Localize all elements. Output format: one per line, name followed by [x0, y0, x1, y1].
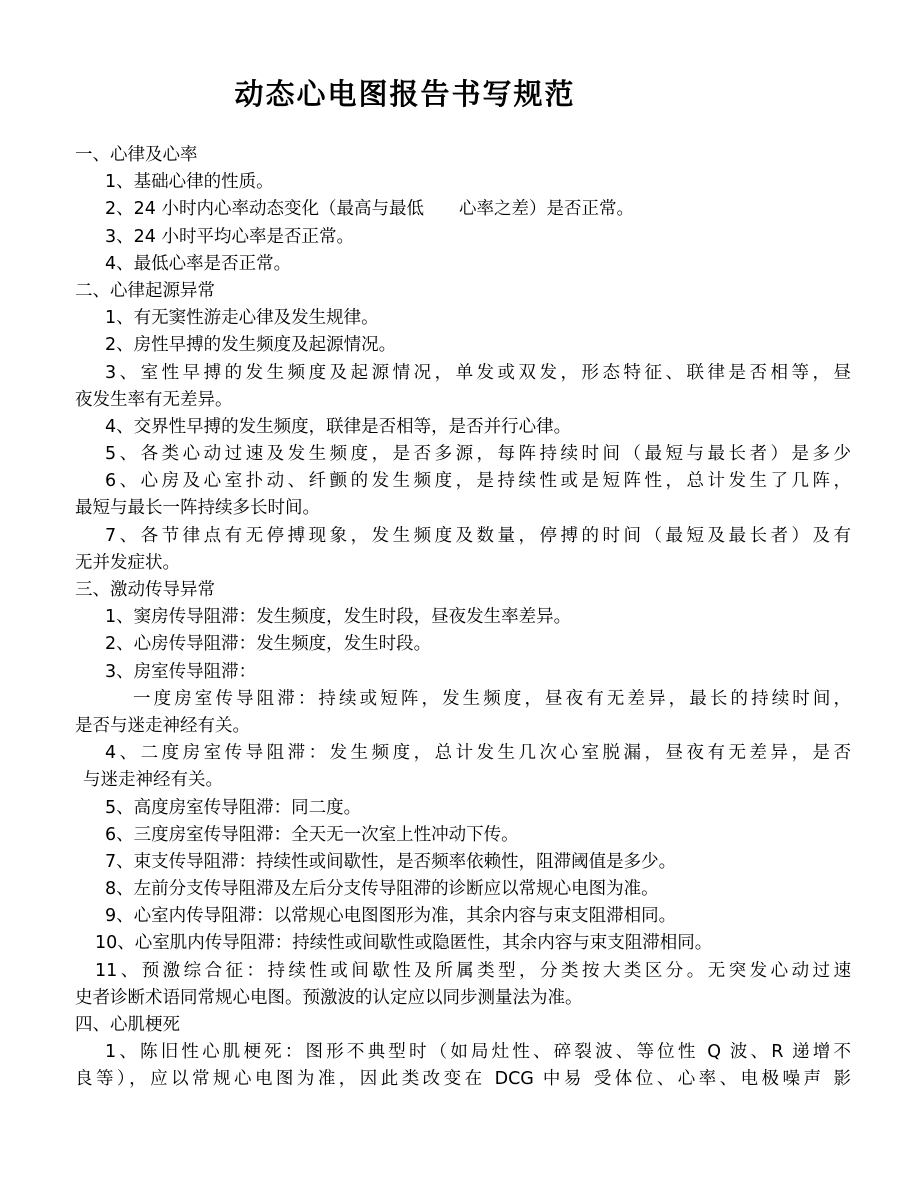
list-item-continuation: 无并发症状。	[75, 552, 180, 573]
section-heading: 二、心律起源异常	[75, 280, 215, 301]
list-item-continuation: 是否与迷走神经有关。	[75, 715, 250, 736]
list-item: 1、窦房传导阻滞：发生频度，发生时段，昼夜发生率差异。	[105, 607, 572, 628]
list-item-continuation: 史者诊断术语同常规心电图。预激波的认定应以同步测量法为准。	[75, 987, 583, 1008]
section-heading: 四、心肌梗死	[75, 1015, 180, 1035]
list-item: 4、二度房室传导阻滞：发生频度，总计发生几次心室脱漏，昼夜有无差异，是否	[105, 743, 851, 764]
list-item: 7、束支传导阻滞：持续性或间歇性，是否频率依赖性，阻滞阈值是多少。	[105, 851, 677, 872]
list-item: 3、24 小时平均心率是否正常。	[105, 226, 354, 247]
section-heading: 三、激动传导异常	[75, 580, 215, 600]
list-item: 2、心房传导阻滞：发生频度，发生时段。	[105, 634, 432, 655]
list-item: 3、房室传导阻滞：	[105, 661, 257, 682]
list-item: 9、心室内传导阻滞：以常规心电图图形为准，其余内容与束支阻滞相同。	[105, 906, 677, 927]
list-item: 8、左前分支传导阻滞及左后分支传导阻滞的诊断应以常规心电图为准。	[105, 879, 659, 900]
list-item: 1、基础心律的性质。	[105, 172, 274, 193]
list-item: 4、最低心率是否正常。	[105, 253, 292, 274]
list-item: 3、室性早搏的发生频度及起源情况，单发或双发，形态特征、联律是否相等，昼	[105, 362, 851, 383]
list-item: 2、房性早搏的发生频度及起源情况。	[105, 335, 397, 356]
document-body	[75, 142, 851, 1094]
list-item: 1、有无窦性游走心律及发生规律。	[105, 308, 379, 329]
list-item-continuation: 夜发生率有无差异。	[75, 389, 233, 410]
list-item: 6、心房及心室扑动、纤颤的发生频度，是持续性或是短阵性，总计发生了几阵，	[105, 471, 851, 492]
list-item: 5、各类心动过速及发生频度，是否多源，每阵持续时间（最短与最长者）是多少	[105, 444, 851, 465]
list-item: 2、24 小时内心率动态变化（最高与最低 心率之差）是否正常。	[105, 199, 634, 220]
list-item: 1、陈旧性心肌梗死：图形不典型时（如局灶性、碎裂波、等位性 Q 波、R 递增不	[105, 1042, 851, 1063]
list-item-continuation: 与迷走神经有关。	[83, 770, 223, 791]
list-item: 5、高度房室传导阻滞：同二度。	[105, 797, 362, 818]
document-title: 动态心电图报告书写规范	[234, 77, 576, 111]
list-item: 6、三度房室传导阻滞：全天无一次室上性冲动下传。	[105, 824, 519, 845]
sub-item: 一度房室传导阻滞：持续或短阵，发生频度，昼夜有无差异，最长的持续时间，	[133, 688, 851, 709]
section-heading: 一、心律及心率	[75, 145, 198, 165]
list-item-continuation: 良等），应以常规心电图为准，因此类改变在 DCG 中易 受体位、心率、电极噪声 影	[75, 1069, 851, 1090]
list-item-continuation: 最短与最长一阵持续多长时间。	[75, 498, 320, 519]
list-item: 4、交界性早搏的发生频度，联律是否相等，是否并行心律。	[105, 416, 572, 437]
list-item: 10、心室肌内传导阻滞：持续性或间歇性或隐匿性，其余内容与束支阻滞相同。	[95, 933, 713, 954]
list-item: 11、预激综合征：持续性或间歇性及所属类型，分类按大类区分。无突发心动过速	[95, 960, 851, 981]
list-item: 7、各节律点有无停搏现象，发生频度及数量，停搏的时间（最短及最长者）及有	[105, 525, 851, 546]
